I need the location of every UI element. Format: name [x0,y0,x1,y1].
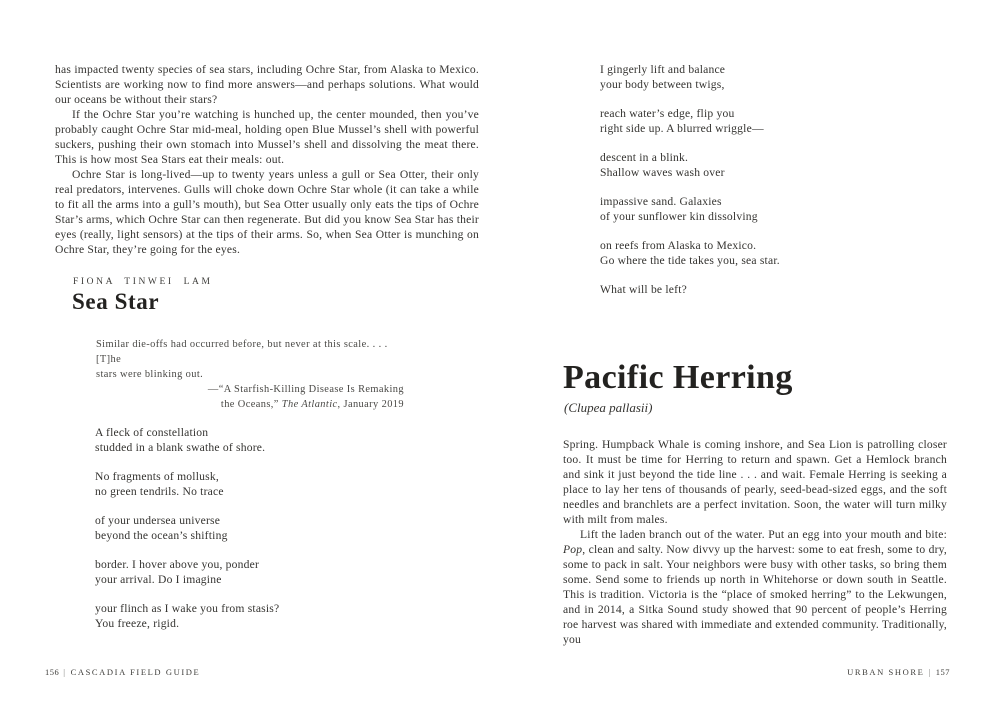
poem-title: Sea Star [72,289,160,314]
prose-italic-word: Pop [563,543,583,556]
species-latin-name: (Clupea pallasii) [564,400,653,415]
poem-line: beyond the ocean’s shifting [95,529,228,542]
poem-line: descent in a blink. [600,151,689,164]
poem-stanza [600,238,947,268]
poem-line: border. I hover above you, ponder [95,558,260,571]
poem-line: impassive sand. Galaxies [600,195,722,208]
footer-separator: | [63,667,67,677]
left-prose-block [55,62,479,257]
poem-line: No fragments of mollusk, [95,470,219,483]
attribution-publication: The Atlantic [281,399,338,410]
epigraph-attribution-line [96,397,404,412]
book-title: CASCADIA FIELD GUIDE [70,667,201,677]
poem-line: Go where the tide takes you, sea star. [600,254,780,267]
sea-star-poem [95,425,479,631]
right-running-footer [847,667,950,677]
poem-stanza [95,557,479,587]
poem-author: FIONA TINWEI LAM [73,277,213,287]
poem-line: A fleck of constellation [95,426,209,439]
poem-stanza [600,106,947,136]
sea-star-poem-continued [600,62,947,297]
prose-text: Lift the laden branch out of the water. Put an egg into your mouth and bite: [580,528,947,541]
epigraph-attribution-line: —“A Starfish-Killing Disease Is Remaking [207,384,404,395]
epigraph-line: stars were blinking out. [96,369,204,380]
poem-line: Shallow waves wash over [600,166,725,179]
poem-line: your arrival. Do I imagine [95,573,222,586]
prose-text: , clean and salty. Now divvy up the harvest: some to eat fresh, some to dry, some to pack in salt. Your neighbors were busy with other tasks, so bring them some. Send some to friends up north in Whitehorse or down south in Seattle. This is tradition. Victoria is the “place of smoked herring” to the Lekwungen, and in 2014, a Sitka Sound study showed that 90 percent of people’s Herring roe harvest was shared with immediate and extended community. Traditionally, you [563,543,947,646]
poem-line: no green tendrils. No trace [95,485,224,498]
poem-line: of your undersea universe [95,514,221,527]
poem-line: right side up. A blurred wriggle— [600,122,764,135]
prose-paragraph: Spring. Humpback Whale is coming inshore, and Sea Lion is patrolling closer too. It must be time for Herring to return and spawn. Get a Hemlock branch and sink it just beyond the tide line . . . and wait. Female Herring is seeking a place to lay her tens of thousands of pearly, seed-bead-sized eggs, and the soft needles and branchlets are a perfect invitation. Soon, the water will turn milky with milt from males. [563,438,947,526]
left-running-footer [45,667,200,677]
footer-separator: | [928,667,932,677]
right-prose-block [563,437,947,647]
poem-line: studded in a blank swathe of shore. [95,441,266,454]
poem-stanza [95,601,479,631]
section-title: URBAN SHORE [847,667,925,677]
poem-stanza [600,62,947,92]
poem-line: your body between twigs, [600,78,725,91]
poem-stanza [95,469,479,499]
poem-line: your flinch as I wake you from stasis? [95,602,280,615]
poem-line: of your sunflower kin dissolving [600,210,758,223]
prose-paragraph: Ochre Star is long-lived—up to twenty years unless a gull or Sea Otter, their only real predators, intervenes. Gulls will choke down Ochre Star whole (it can take a while to fit all the arms into a gull’s mouth), but Sea Otter usually only eats the tips of Ochre Star’s arms, which Ochre Star can then regenerate. But did you know Sea Star has their eyes (really, light sensors) at the tips of their arms. So, when Sea Otter is munching on Ochre Star, they’re going for the eyes. [55,168,479,256]
epigraph-line: Similar die-offs had occurred before, but never at this scale. . . . [T]he [96,339,388,365]
poem-stanza [95,425,479,455]
species-title: Pacific Herring [563,359,793,396]
epigraph-attribution [96,382,404,412]
prose-paragraph: has impacted twenty species of sea stars, including Ochre Star, from Alaska to Mexico. Scientists are working now to find more answers—and perhaps solutions. What would our oceans be without their stars? [55,63,479,106]
left-page-number: 156 [45,667,60,677]
poem-stanza [600,194,947,224]
attribution-text: , January 2019 [337,399,404,410]
poem-stanza [95,513,479,543]
poem-stanza [600,282,947,297]
poem-stanza [600,150,947,180]
attribution-text: the Oceans,” [220,399,282,410]
prose-paragraph [563,527,947,647]
page-right [563,62,947,647]
poem-line: on reefs from Alaska to Mexico. [600,239,757,252]
prose-paragraph: If the Ochre Star you’re watching is hunched up, the center mounded, then you’ve probably caught Ochre Star mid-meal, holding open Blue Mussel’s shell with powerful suckers, pushing their own stomach into Mussel’s shell and dissolving the meat there. This is how most Sea Stars eat their meals: out. [55,108,479,166]
poem-line: reach water’s edge, flip you [600,107,735,120]
poem-line: What will be left? [600,283,687,296]
poem-line: You freeze, rigid. [95,617,180,630]
epigraph [96,337,404,412]
page-left [55,62,479,645]
right-page-number: 157 [935,667,950,677]
poem-line: I gingerly lift and balance [600,63,726,76]
